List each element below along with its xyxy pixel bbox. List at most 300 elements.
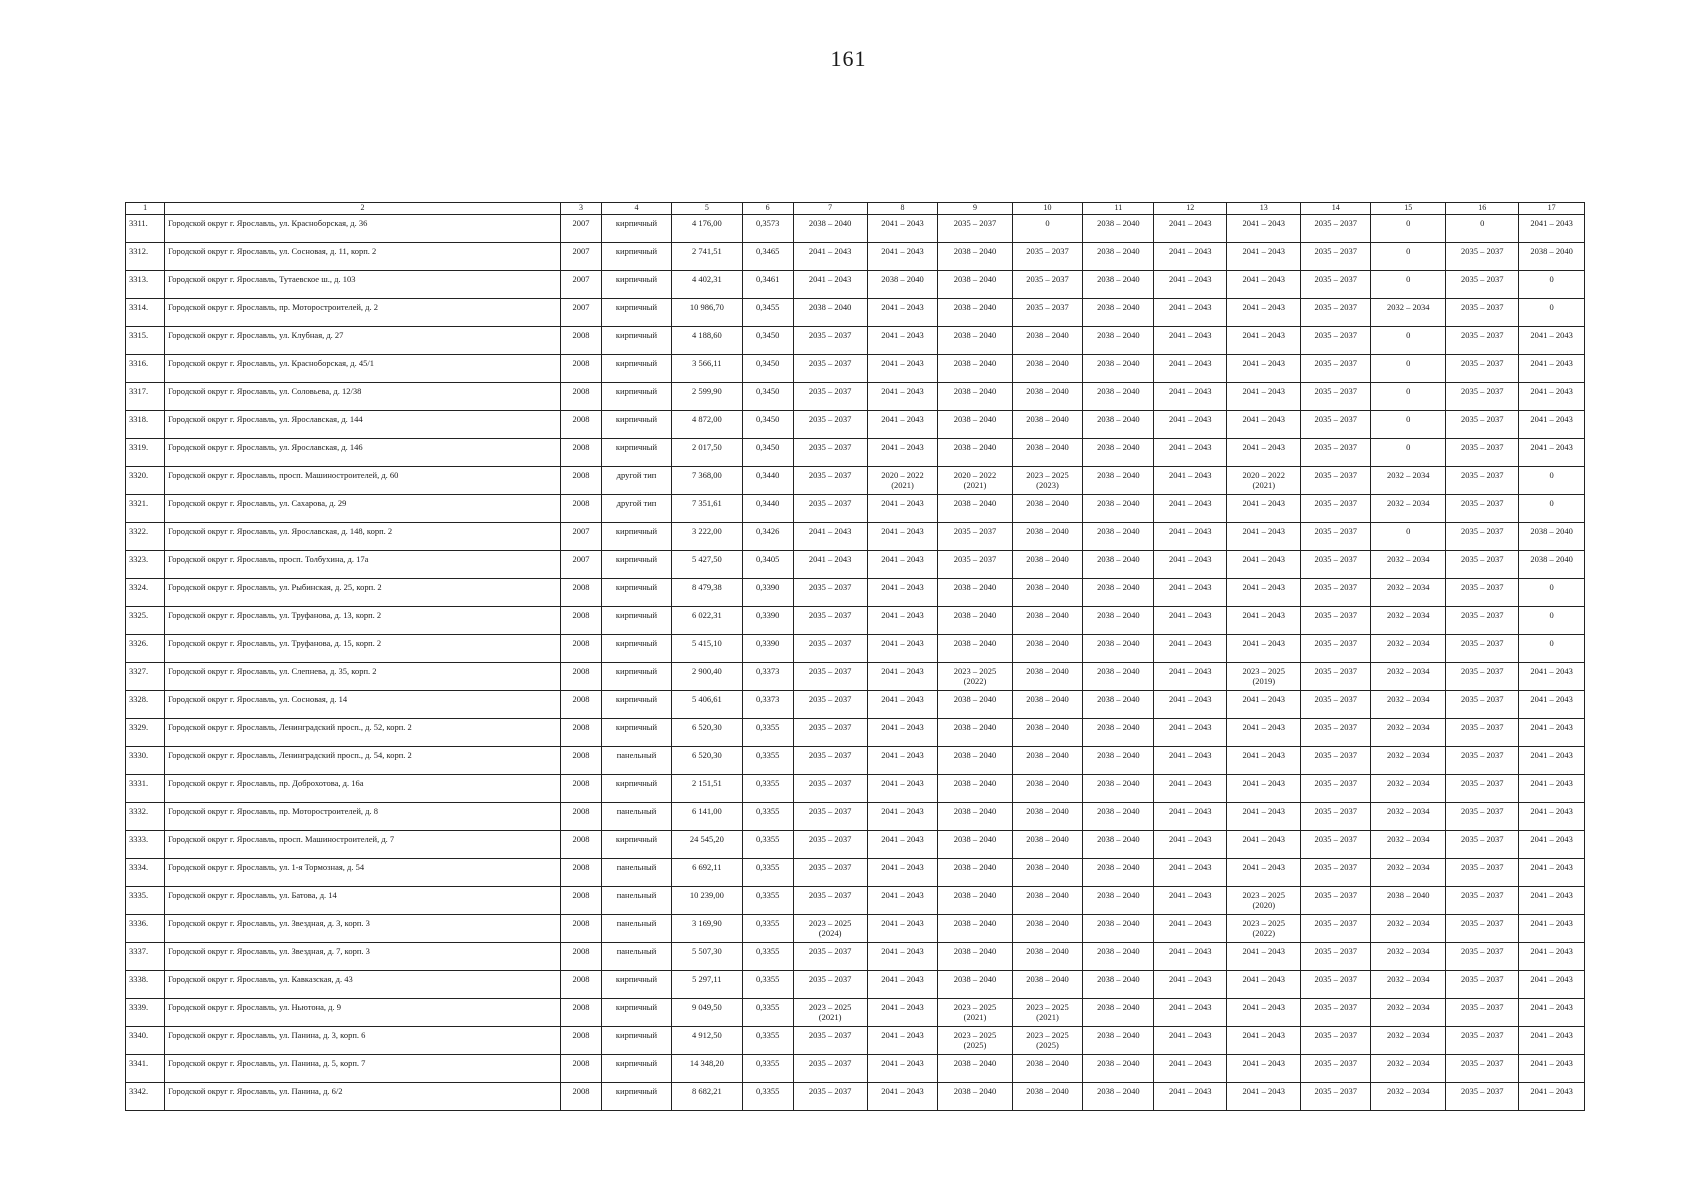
cell-col-15 (1371, 579, 1446, 607)
cell-col-16 (1446, 915, 1519, 943)
cell-row-number (126, 579, 165, 607)
cell-col-7 (793, 635, 867, 663)
cell-col-9 (938, 551, 1012, 579)
cell-value: Городской округ г. Ярославль, просп. Толбухина, д. 17а (168, 554, 369, 564)
cell-area (671, 635, 742, 663)
cell-col-15 (1371, 271, 1446, 299)
cell-col-15 (1371, 299, 1446, 327)
cell-value: 4 176,00 (691, 218, 722, 228)
cell-col-8 (867, 383, 938, 411)
cell-row-number (126, 971, 165, 999)
cell-col-17 (1519, 943, 1585, 971)
cell-value: кирпичный (615, 358, 658, 368)
cell-value: 2041 – 2043 (881, 1030, 924, 1040)
cell-value: 2038 – 2040 (953, 638, 997, 648)
cell-build-year (560, 887, 601, 915)
cell-value: Городской округ г. Ярославль, ул. Кавказская, д. 43 (168, 974, 353, 984)
cell-area (671, 551, 742, 579)
cell-col-11 (1083, 215, 1154, 243)
cell-value: 2041 – 2043 (1242, 554, 1286, 564)
cell-value: 0,3461 (755, 274, 780, 284)
cell-col-7 (793, 551, 867, 579)
cell-col-14 (1301, 719, 1371, 747)
cell-value: 2008 (572, 862, 590, 872)
cell-col-11 (1083, 943, 1154, 971)
cell-value: 2035 – 2037 (1314, 666, 1357, 676)
cell-value: 2035 – 2037 (1461, 694, 1504, 704)
cell-row-number (126, 747, 165, 775)
cell-value: панельный (616, 806, 657, 816)
cell-value: 2038 – 2040 (953, 806, 997, 816)
cell-col-11 (1083, 439, 1154, 467)
cell-build-year (560, 1027, 601, 1055)
cell-address (165, 215, 561, 243)
cell-col-8 (867, 943, 938, 971)
cell-col-13 (1227, 439, 1301, 467)
cell-value: 2008 (572, 358, 590, 368)
column-number-17: 17 (1519, 203, 1585, 215)
cell-value: 0 (1406, 218, 1411, 228)
cell-col-10 (1012, 719, 1083, 747)
cell-col-13 (1227, 215, 1301, 243)
cell-value: 3317. (129, 386, 149, 396)
table-row (126, 915, 1585, 943)
cell-col-10 (1012, 1083, 1083, 1111)
cell-col-15 (1371, 859, 1446, 887)
cell-value: 0 (1406, 386, 1411, 396)
cell-wall-material (602, 1055, 672, 1083)
cell-actual-year: (2022) (963, 676, 987, 686)
cell-value: 0,3355 (755, 974, 780, 984)
cell-col-17 (1519, 775, 1585, 803)
cell-value: 2008 (572, 666, 590, 676)
cell-col-9 (938, 1027, 1012, 1055)
cell-col-16 (1446, 271, 1519, 299)
cell-value: кирпичный (615, 330, 658, 340)
cell-address (165, 971, 561, 999)
cell-value: 2038 – 2040 (953, 750, 997, 760)
cell-value: 0,3355 (755, 1002, 780, 1012)
cell-value: 2038 – 2040 (1026, 442, 1069, 452)
cell-actual-year: (2021) (1036, 1012, 1059, 1022)
cell-col-7 (793, 243, 867, 271)
cell-col-12 (1154, 523, 1227, 551)
cell-area (671, 411, 742, 439)
cell-value: 2035 – 2037 (1314, 722, 1357, 732)
cell-coefficient (742, 691, 793, 719)
cell-value: 0,3355 (755, 1058, 780, 1068)
cell-col-8 (867, 999, 938, 1027)
cell-value: 2041 – 2043 (1169, 302, 1212, 312)
cell-col-16 (1446, 691, 1519, 719)
cell-coefficient (742, 607, 793, 635)
cell-col-11 (1083, 299, 1154, 327)
cell-col-13 (1227, 691, 1301, 719)
cell-wall-material (602, 943, 672, 971)
cell-col-14 (1301, 607, 1371, 635)
cell-value: 2008 (572, 1002, 590, 1012)
cell-value: 2035 – 2037 (808, 1030, 852, 1040)
cell-col-15 (1371, 971, 1446, 999)
cell-value: 2035 – 2037 (808, 750, 852, 760)
cell-row-number (126, 1083, 165, 1111)
cell-value: 2008 (572, 470, 590, 480)
cell-value: 2035 – 2037 (1461, 778, 1504, 788)
cell-value: 3313. (129, 274, 149, 284)
cell-col-17 (1519, 355, 1585, 383)
cell-value: 2041 – 2043 (1242, 806, 1286, 816)
cell-value: 2038 – 2040 (1026, 358, 1069, 368)
cell-col-15 (1371, 1083, 1446, 1111)
cell-col-12 (1154, 831, 1227, 859)
cell-value: 2 741,51 (691, 246, 722, 256)
cell-col-16 (1446, 999, 1519, 1027)
cell-value: 2041 – 2043 (1530, 918, 1573, 928)
cell-col-10 (1012, 467, 1083, 495)
cell-value: 2035 – 2037 (953, 526, 997, 536)
cell-value: 2038 – 2040 (1097, 918, 1140, 928)
cell-col-15 (1371, 635, 1446, 663)
cell-col-16 (1446, 215, 1519, 243)
cell-value: 7 368,00 (691, 470, 722, 480)
cell-value: 0,3455 (755, 302, 780, 312)
cell-col-12 (1154, 467, 1227, 495)
cell-value: Городской округ г. Ярославль, пр. Моторостроителей, д. 8 (168, 806, 378, 816)
cell-actual-year: (2023) (1036, 480, 1059, 490)
cell-value: 2041 – 2043 (808, 246, 852, 256)
table-row (126, 971, 1585, 999)
cell-value: 2041 – 2043 (881, 638, 924, 648)
cell-coefficient (742, 439, 793, 467)
cell-value: 2038 – 2040 (1530, 526, 1573, 536)
cell-value: 0,3355 (755, 946, 780, 956)
cell-col-14 (1301, 943, 1371, 971)
cell-col-14 (1301, 243, 1371, 271)
cell-value: 2041 – 2043 (1169, 218, 1212, 228)
cell-value: 2041 – 2043 (1242, 694, 1286, 704)
cell-value: 2041 – 2043 (881, 750, 924, 760)
table-row (126, 831, 1585, 859)
cell-coefficient (742, 495, 793, 523)
cell-value: 0,3390 (755, 582, 780, 592)
cell-col-12 (1154, 439, 1227, 467)
cell-col-9 (938, 1055, 1012, 1083)
cell-row-number (126, 243, 165, 271)
table-row (126, 747, 1585, 775)
cell-value: 2008 (572, 890, 590, 900)
cell-area (671, 775, 742, 803)
column-number-8: 8 (867, 203, 938, 215)
cell-value: 0 (1406, 526, 1411, 536)
cell-col-7 (793, 663, 867, 691)
cell-value: 2035 – 2037 (1461, 890, 1504, 900)
cell-address (165, 691, 561, 719)
cell-value: кирпичный (615, 778, 658, 788)
cell-col-12 (1154, 355, 1227, 383)
cell-value: 2038 – 2040 (1097, 1058, 1140, 1068)
cell-col-12 (1154, 1083, 1227, 1111)
cell-actual-year: (2024) (818, 928, 842, 938)
cell-value: 2038 – 2040 (953, 862, 997, 872)
table-row (126, 719, 1585, 747)
cell-value: 2038 – 2040 (953, 274, 997, 284)
cell-address (165, 915, 561, 943)
cell-col-14 (1301, 215, 1371, 243)
cell-value: 2038 – 2040 (953, 890, 997, 900)
cell-wall-material (602, 411, 672, 439)
cell-col-10 (1012, 355, 1083, 383)
cell-value: 3341. (129, 1058, 149, 1068)
cell-value: 2041 – 2043 (1169, 1030, 1212, 1040)
cell-coefficient (742, 551, 793, 579)
cell-col-8 (867, 439, 938, 467)
cell-value: 2038 – 2040 (1026, 918, 1069, 928)
cell-value: 2035 – 2037 (808, 834, 852, 844)
cell-value: 2035 – 2037 (953, 554, 997, 564)
cell-value: 2041 – 2043 (881, 918, 924, 928)
cell-col-7 (793, 355, 867, 383)
cell-value: кирпичный (615, 414, 658, 424)
cell-value: 2035 – 2037 (1461, 358, 1504, 368)
cell-col-7 (793, 719, 867, 747)
cell-value: 10 239,00 (689, 890, 724, 900)
cell-value: 0,3355 (755, 806, 780, 816)
cell-area (671, 523, 742, 551)
cell-col-17 (1519, 551, 1585, 579)
cell-row-number (126, 1027, 165, 1055)
cell-col-12 (1154, 607, 1227, 635)
cell-col-9 (938, 663, 1012, 691)
cell-value: 2038 – 2040 (953, 302, 997, 312)
cell-col-16 (1446, 523, 1519, 551)
cell-col-15 (1371, 803, 1446, 831)
cell-wall-material (602, 579, 672, 607)
cell-value: 2035 – 2037 (1461, 1002, 1504, 1012)
cell-value: 2 599,90 (691, 386, 722, 396)
cell-value: 2038 – 2040 (1097, 274, 1140, 284)
cell-build-year (560, 859, 601, 887)
cell-value: 2020 – 2022 (1242, 470, 1286, 480)
cell-col-7 (793, 383, 867, 411)
cell-col-12 (1154, 551, 1227, 579)
cell-value: 5 507,30 (691, 946, 722, 956)
cell-value: 2008 (572, 918, 590, 928)
cell-col-16 (1446, 299, 1519, 327)
cell-col-8 (867, 299, 938, 327)
cell-col-17 (1519, 663, 1585, 691)
cell-wall-material (602, 467, 672, 495)
cell-col-15 (1371, 1027, 1446, 1055)
cell-value: 2041 – 2043 (1242, 442, 1286, 452)
cell-value: 2041 – 2043 (881, 1086, 924, 1096)
cell-col-7 (793, 607, 867, 635)
cell-value: 2041 – 2043 (1169, 890, 1212, 900)
cell-coefficient (742, 215, 793, 243)
cell-value: 6 022,31 (691, 610, 722, 620)
column-number-12: 12 (1154, 203, 1227, 215)
cell-col-11 (1083, 747, 1154, 775)
table-row (126, 355, 1585, 383)
cell-value: 2041 – 2043 (1242, 834, 1286, 844)
cell-build-year (560, 579, 601, 607)
cell-value: Городской округ г. Ярославль, ул. Красноборская, д. 36 (168, 218, 368, 228)
cell-col-11 (1083, 1027, 1154, 1055)
cell-value: 2041 – 2043 (1169, 610, 1212, 620)
cell-value: 2008 (572, 610, 590, 620)
cell-value: 2041 – 2043 (881, 526, 924, 536)
cell-value: 2032 – 2034 (1386, 862, 1430, 872)
cell-col-17 (1519, 719, 1585, 747)
cell-build-year (560, 271, 601, 299)
cell-col-11 (1083, 495, 1154, 523)
cell-value: 2007 (572, 246, 590, 256)
cell-col-13 (1227, 607, 1301, 635)
cell-value: Городской округ г. Ярославль, ул. Труфанова, д. 13, корп. 2 (168, 610, 382, 620)
cell-col-16 (1446, 607, 1519, 635)
cell-value: 2035 – 2037 (1314, 694, 1357, 704)
cell-value: 2038 – 2040 (1097, 1002, 1140, 1012)
table-row (126, 271, 1585, 299)
cell-col-14 (1301, 663, 1371, 691)
cell-value: 2041 – 2043 (1169, 778, 1212, 788)
cell-col-7 (793, 215, 867, 243)
cell-col-11 (1083, 803, 1154, 831)
cell-col-9 (938, 411, 1012, 439)
column-number-2: 2 (165, 203, 561, 215)
cell-value: 2032 – 2034 (1386, 778, 1430, 788)
cell-col-15 (1371, 775, 1446, 803)
cell-col-11 (1083, 691, 1154, 719)
cell-value: 4 872,00 (691, 414, 722, 424)
cell-value: 2032 – 2034 (1386, 1002, 1430, 1012)
cell-area (671, 467, 742, 495)
cell-value: 3338. (129, 974, 149, 984)
cell-value: 0 (1549, 302, 1554, 312)
cell-value: 2035 – 2037 (1461, 386, 1504, 396)
cell-value: 2038 – 2040 (953, 386, 997, 396)
cell-value: 2038 – 2040 (1097, 666, 1140, 676)
cell-value: 0,3440 (755, 470, 780, 480)
cell-value: 2032 – 2034 (1386, 750, 1430, 760)
cell-value: 2035 – 2037 (1314, 946, 1357, 956)
cell-address (165, 859, 561, 887)
cell-value: 2035 – 2037 (1461, 330, 1504, 340)
cell-value: 2041 – 2043 (881, 974, 924, 984)
cell-value: 5 415,10 (691, 638, 722, 648)
cell-value: 2038 – 2040 (1026, 582, 1069, 592)
cell-col-9 (938, 775, 1012, 803)
column-number-6: 6 (742, 203, 793, 215)
table-row (126, 663, 1585, 691)
cell-wall-material (602, 243, 672, 271)
cell-value: кирпичный (615, 610, 658, 620)
cell-col-13 (1227, 635, 1301, 663)
cell-build-year (560, 551, 601, 579)
cell-value: 2007 (572, 302, 590, 312)
cell-row-number (126, 691, 165, 719)
cell-value: 6 692,11 (692, 862, 722, 872)
cell-address (165, 719, 561, 747)
cell-value: 2035 – 2037 (1461, 834, 1504, 844)
cell-value: 0,3355 (755, 918, 780, 928)
cell-build-year (560, 831, 601, 859)
cell-col-7 (793, 691, 867, 719)
cell-coefficient (742, 859, 793, 887)
cell-value: 2038 – 2040 (1097, 218, 1140, 228)
cell-col-17 (1519, 215, 1585, 243)
cell-col-13 (1227, 803, 1301, 831)
cell-value: Городской округ г. Ярославль, ул. Панина, д. 6/2 (168, 1086, 343, 1096)
cell-value: панельный (616, 890, 657, 900)
cell-value: 2035 – 2037 (1314, 1058, 1357, 1068)
cell-col-9 (938, 1083, 1012, 1111)
cell-value: 2038 – 2040 (1026, 666, 1069, 676)
cell-value: 24 545,20 (689, 834, 724, 844)
cell-value: 2035 – 2037 (1314, 330, 1357, 340)
cell-col-10 (1012, 971, 1083, 999)
cell-value: 2008 (572, 834, 590, 844)
cell-address (165, 635, 561, 663)
cell-coefficient (742, 467, 793, 495)
cell-value: 0 (1549, 498, 1554, 508)
cell-col-16 (1446, 1027, 1519, 1055)
cell-col-14 (1301, 803, 1371, 831)
cell-value: 2032 – 2034 (1386, 582, 1430, 592)
cell-col-10 (1012, 215, 1083, 243)
cell-coefficient (742, 635, 793, 663)
cell-col-10 (1012, 663, 1083, 691)
cell-col-14 (1301, 887, 1371, 915)
cell-value: 3324. (129, 582, 149, 592)
cell-value: 2035 – 2037 (1461, 974, 1504, 984)
cell-col-8 (867, 607, 938, 635)
column-number-row (126, 203, 1585, 215)
cell-value: 2041 – 2043 (1242, 946, 1286, 956)
cell-col-12 (1154, 327, 1227, 355)
cell-col-17 (1519, 803, 1585, 831)
cell-value: 0,3373 (755, 666, 780, 676)
cell-value: 2035 – 2037 (1026, 274, 1069, 284)
cell-address (165, 775, 561, 803)
cell-area (671, 1083, 742, 1111)
cell-wall-material (602, 215, 672, 243)
cell-value: 2038 – 2040 (1026, 1086, 1069, 1096)
table-row (126, 1055, 1585, 1083)
cell-col-17 (1519, 999, 1585, 1027)
cell-col-14 (1301, 355, 1371, 383)
cell-col-12 (1154, 271, 1227, 299)
cell-col-13 (1227, 579, 1301, 607)
cell-coefficient (742, 523, 793, 551)
cell-value: 0 (1549, 610, 1554, 620)
cell-address (165, 271, 561, 299)
cell-value: кирпичный (615, 246, 658, 256)
table-row (126, 467, 1585, 495)
cell-col-16 (1446, 719, 1519, 747)
cell-value: 2035 – 2037 (808, 610, 852, 620)
cell-col-12 (1154, 635, 1227, 663)
cell-col-8 (867, 803, 938, 831)
cell-value: 2041 – 2043 (1530, 666, 1573, 676)
cell-wall-material (602, 775, 672, 803)
cell-actual-year: (2021) (891, 480, 914, 490)
cell-value: 2038 – 2040 (1026, 722, 1069, 732)
cell-value: 2038 – 2040 (1097, 750, 1140, 760)
cell-value: 2038 – 2040 (1097, 834, 1140, 844)
cell-col-15 (1371, 887, 1446, 915)
cell-address (165, 943, 561, 971)
cell-value: 2038 – 2040 (1097, 610, 1140, 620)
